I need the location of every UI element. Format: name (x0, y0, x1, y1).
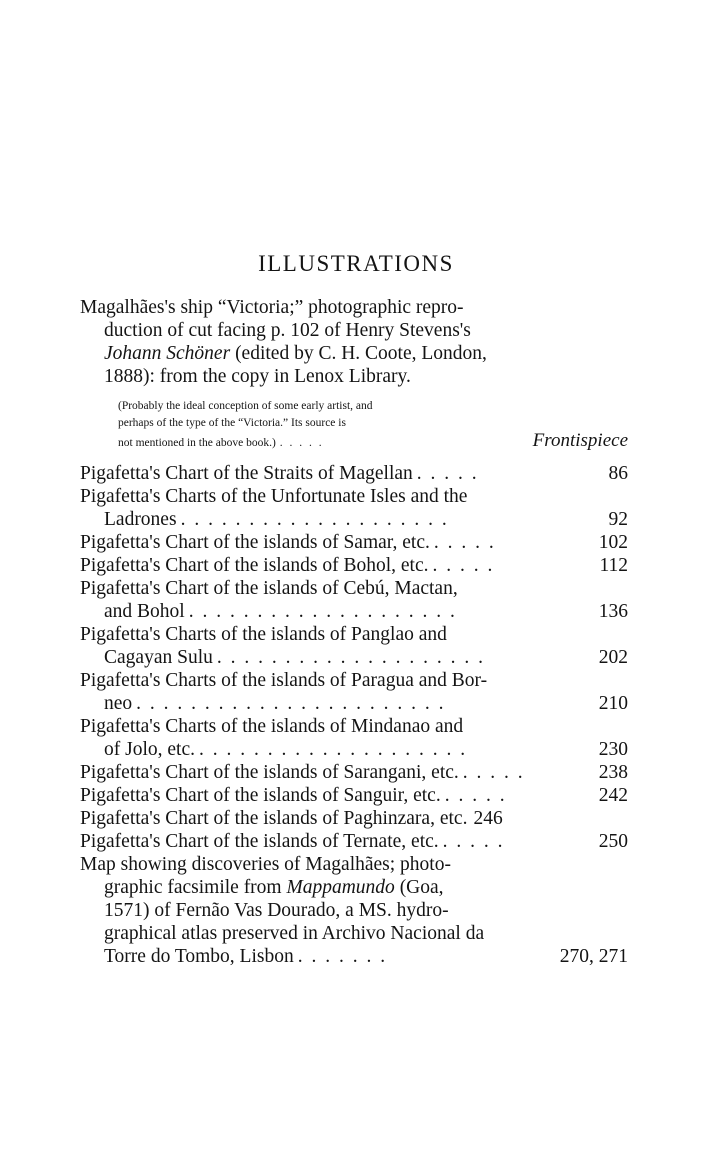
list-item (80, 462, 628, 485)
page-number: 250 (598, 831, 628, 852)
dot-leader: . . . . . . . . . . . . . . . . . . . . (180, 509, 449, 530)
entry-line: 1571) of Fernão Vas Dourado, a MS. hydro- (104, 900, 449, 921)
dot-leader: . . . . . . . . . . . . . . . . . . . . (188, 601, 457, 622)
entry-title: neo (104, 693, 133, 714)
dot-leader: . . . . . (433, 532, 496, 553)
page-number: 246 (473, 808, 503, 829)
entry-line (80, 738, 628, 761)
entry-line: Map showing discoveries of Magalhães; photo- (80, 854, 451, 875)
entry-title: Torre do Tombo, Lisbon (104, 946, 294, 967)
note-line: perhaps of the type of the “Victoria.” Its source is (118, 417, 346, 429)
dot-leader: . . . . . (416, 463, 479, 484)
entry-line (80, 600, 628, 623)
entry-line (80, 508, 628, 531)
entry-title: Pigafetta's Chart of the Straits of Magellan (80, 463, 413, 484)
list-item (80, 623, 628, 669)
entry-line: Magalhães's ship “Victoria;” photographic repro- (80, 297, 464, 318)
entries-list (80, 462, 628, 968)
frontispiece-note (118, 398, 628, 449)
entry-line (80, 830, 628, 853)
dot-leader: . . . . . (442, 831, 505, 852)
list-item (80, 669, 628, 715)
entry-title: Pigafetta's Chart of the islands of Ternate, etc. (80, 831, 439, 852)
entry-line (80, 807, 628, 830)
entry-line: Pigafetta's Charts of the islands of Paragua and Bor- (80, 670, 488, 691)
dot-leader: . . . . . . . (297, 946, 388, 967)
list-item (80, 577, 628, 623)
page-number: 238 (598, 762, 628, 783)
dot-leader: . . . . . (279, 437, 324, 449)
entry-line-text: graphic facsimile from (104, 877, 282, 898)
page-number: Frontispiece (532, 430, 628, 451)
entry-line (80, 646, 628, 669)
map-title: Mappamundo (286, 877, 395, 898)
entry-line: Pigafetta's Charts of the Unfortunate Isles and the (80, 486, 468, 507)
entry-title: Ladrones (104, 509, 177, 530)
dot-leader: . . . . . . . . . . . . . . . . . . . . (198, 739, 468, 760)
page-number: 210 (598, 693, 628, 714)
entry-line: duction of cut facing p. 102 of Henry Stevens's (104, 320, 471, 341)
list-item (80, 485, 628, 531)
dot-leader: . . . . . (432, 555, 495, 576)
entry-line: Pigafetta's Charts of the islands of Mindanao and (80, 716, 464, 737)
note-line-text: not mentioned in the above book.) (118, 437, 276, 449)
entry-line: Pigafetta's Charts of the islands of Panglao and (80, 624, 447, 645)
page-number: 242 (598, 785, 628, 806)
note-line (118, 432, 628, 449)
page-number: 202 (598, 647, 628, 668)
entry-title: Pigafetta's Chart of the islands of Sanguir, etc. (80, 785, 441, 806)
list-item (80, 531, 628, 554)
dot-leader: . . . . . (444, 785, 507, 806)
entry-title: Pigafetta's Chart of the islands of Samar, etc. (80, 532, 430, 553)
entry-line-text: (edited by C. H. Coote, London, (235, 343, 487, 364)
frontispiece-entry (80, 296, 628, 388)
map-entry (80, 853, 628, 968)
page-number: 102 (598, 532, 628, 553)
entry-line (80, 761, 628, 784)
entry-line (80, 531, 628, 554)
dot-leader: . . . . . . . . . . . . . . . . . . . . . . . (136, 693, 446, 714)
entry-line (80, 876, 628, 899)
entry-line: graphical atlas preserved in Archivo Nacional da (104, 923, 485, 944)
list-item (80, 761, 628, 784)
entry-title: Pigafetta's Chart of the islands of Paghinzara, etc. (80, 808, 468, 829)
note-line: (Probably the ideal conception of some early artist, and (118, 400, 373, 412)
entry-line: 1888): from the copy in Lenox Library. (104, 366, 411, 387)
entry-line-text: (Goa, (399, 877, 444, 898)
page-number: 112 (599, 555, 628, 576)
dot-leader: . . . . . . . . . . . . . . . . . . . . (216, 647, 485, 668)
entry-line (80, 945, 628, 968)
list-item (80, 715, 628, 761)
entry-title: and Bohol (104, 601, 185, 622)
page-number: 230 (598, 739, 628, 760)
page-number: 86 (608, 463, 628, 484)
list-item (80, 807, 628, 830)
list-item (80, 830, 628, 853)
page-title: ILLUSTRATIONS (258, 251, 454, 276)
page-number: 270, 271 (559, 946, 628, 967)
entry-line: Pigafetta's Chart of the islands of Cebú, Mactan, (80, 578, 458, 599)
entry-line (80, 554, 628, 577)
list-item (80, 554, 628, 577)
list-item (80, 784, 628, 807)
entry-line (80, 462, 628, 485)
entry-line (80, 692, 628, 715)
entry-title: Pigafetta's Chart of the islands of Sarangani, etc. (80, 762, 459, 783)
book-title: Johann Schöner (104, 343, 231, 364)
entry-title: of Jolo, etc. (104, 739, 195, 760)
entry-title: Cagayan Sulu (104, 647, 213, 668)
page-number: 92 (608, 509, 628, 530)
page-number: 136 (598, 601, 628, 622)
dot-leader: . . . . . (462, 762, 525, 783)
entry-line (80, 784, 628, 807)
entry-title: Pigafetta's Chart of the islands of Bohol, etc. (80, 555, 429, 576)
entry-line (80, 342, 628, 365)
